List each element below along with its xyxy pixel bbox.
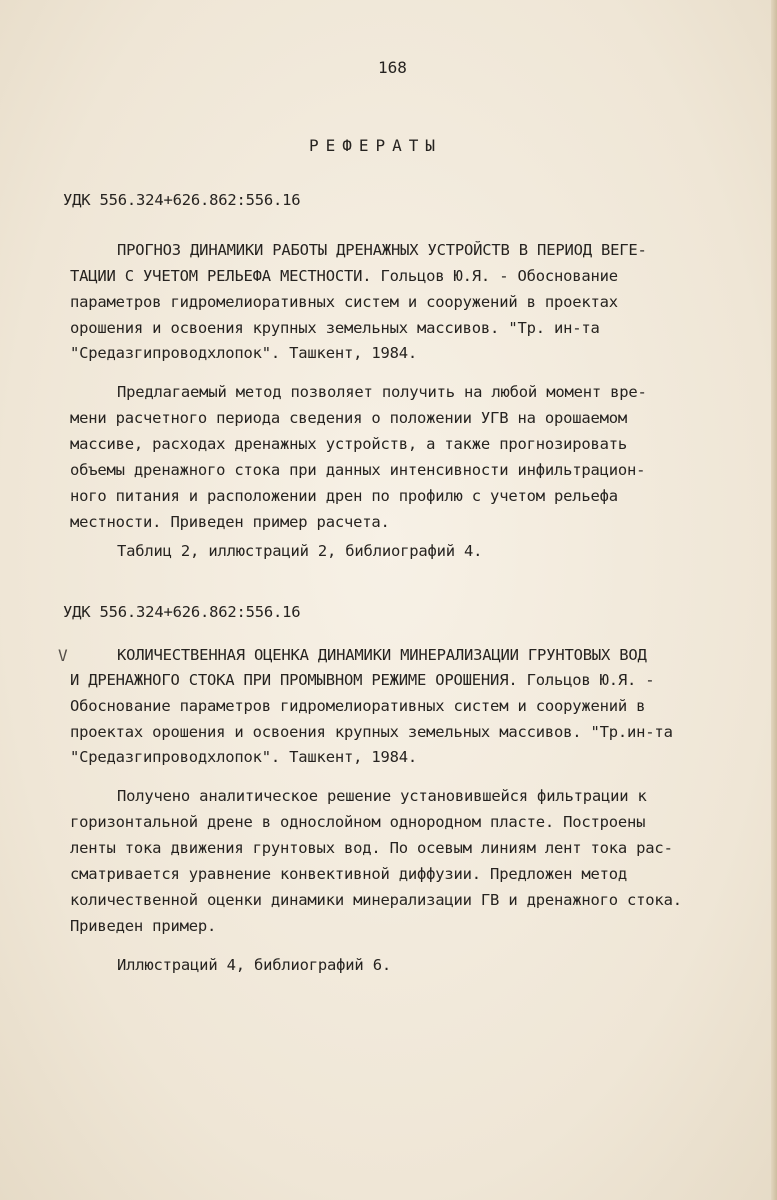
abstract-1-body-line: ного питания и расположении дрен по профилю с учетом рельефа — [70, 487, 618, 505]
abstract-2-body-line: Приведен пример. — [70, 917, 217, 935]
abstract-2-body-line: количественной оценки динамики минерализации ГВ и дренажного стока. — [70, 891, 682, 909]
abstract-1-title-line: орошения и освоения крупных земельных массивов. "Тр. ин-та — [70, 319, 600, 337]
abstract-1-body-line: массиве, расходах дренажных устройств, а также прогнозировать — [70, 435, 628, 453]
abstract-1-title-line: ПРОГНОЗ ДИНАМИКИ РАБОТЫ ДРЕНАЖНЫХ УСТРОЙСТВ В ПЕРИОД ВЕГЕ- — [117, 241, 647, 259]
section-heading: РЕФЕРАТЫ — [309, 136, 443, 155]
abstract-1-title-line: параметров гидромелиоративных систем и сооружений в проектах — [70, 293, 618, 311]
abstract-1-title-line: ТАЦИИ С УЧЕТОМ РЕЛЬЕФА МЕСТНОСТИ. Гольцов Ю.Я. - Обоснование — [70, 267, 618, 285]
abstract-1-title-line: "Средазгипроводхлопок". Ташкент, 1984. — [70, 344, 418, 362]
abstract-1-body-line: объемы дренажного стока при данных интенсивности инфильтрацион- — [70, 461, 646, 479]
page-number: 168 — [378, 58, 407, 77]
abstract-2-title-line: проектах орошения и освоения крупных земельных массивов. "Тр.ин-та — [70, 723, 673, 741]
abstract-1-body-line: местности. Приведен пример расчета. — [70, 513, 390, 531]
abstract-1-udk: УДК 556.324+626.862:556.16 — [63, 191, 301, 209]
abstract-2-udk: УДК 556.324+626.862:556.16 — [63, 603, 301, 621]
page-edge-shadow — [771, 0, 777, 1200]
abstract-2-title-line: "Средазгипроводхлопок". Ташкент, 1984. — [70, 748, 418, 766]
abstract-2-footer: Иллюстраций 4, библиографий 6. — [117, 956, 391, 974]
abstract-2-body-line: сматривается уравнение конвективной диффузии. Предложен метод — [70, 865, 628, 883]
abstract-2-title-line: КОЛИЧЕСТВЕННАЯ ОЦЕНКА ДИНАМИКИ МИНЕРАЛИЗАЦИИ ГРУНТОВЫХ ВОД — [117, 646, 647, 664]
abstract-2-title-line: Обоснование параметров гидромелиоративных систем и сооружений в — [70, 697, 646, 715]
abstract-1-body-line: Предлагаемый метод позволяет получить на любой момент вре- — [117, 383, 647, 401]
abstract-2-body-line: ленты тока движения грунтовых вод. По осевым линиям лент тока рас- — [70, 839, 673, 857]
abstract-2-body-line: горизонтальной дрене в однослойном однородном пласте. Построены — [70, 813, 646, 831]
margin-check-mark: V — [58, 646, 68, 665]
abstract-2-title-line: И ДРЕНАЖНОГО СТОКА ПРИ ПРОМЫВНОМ РЕЖИМЕ ОРОШЕНИЯ. Гольцов Ю.Я. - — [70, 671, 655, 689]
abstract-2-body-line: Получено аналитическое решение установившейся фильтрации к — [117, 787, 647, 805]
abstract-1-body-line: мени расчетного периода сведения о положении УГВ на орошаемом — [70, 409, 628, 427]
abstract-1-footer: Таблиц 2, иллюстраций 2, библиографий 4. — [117, 542, 483, 560]
